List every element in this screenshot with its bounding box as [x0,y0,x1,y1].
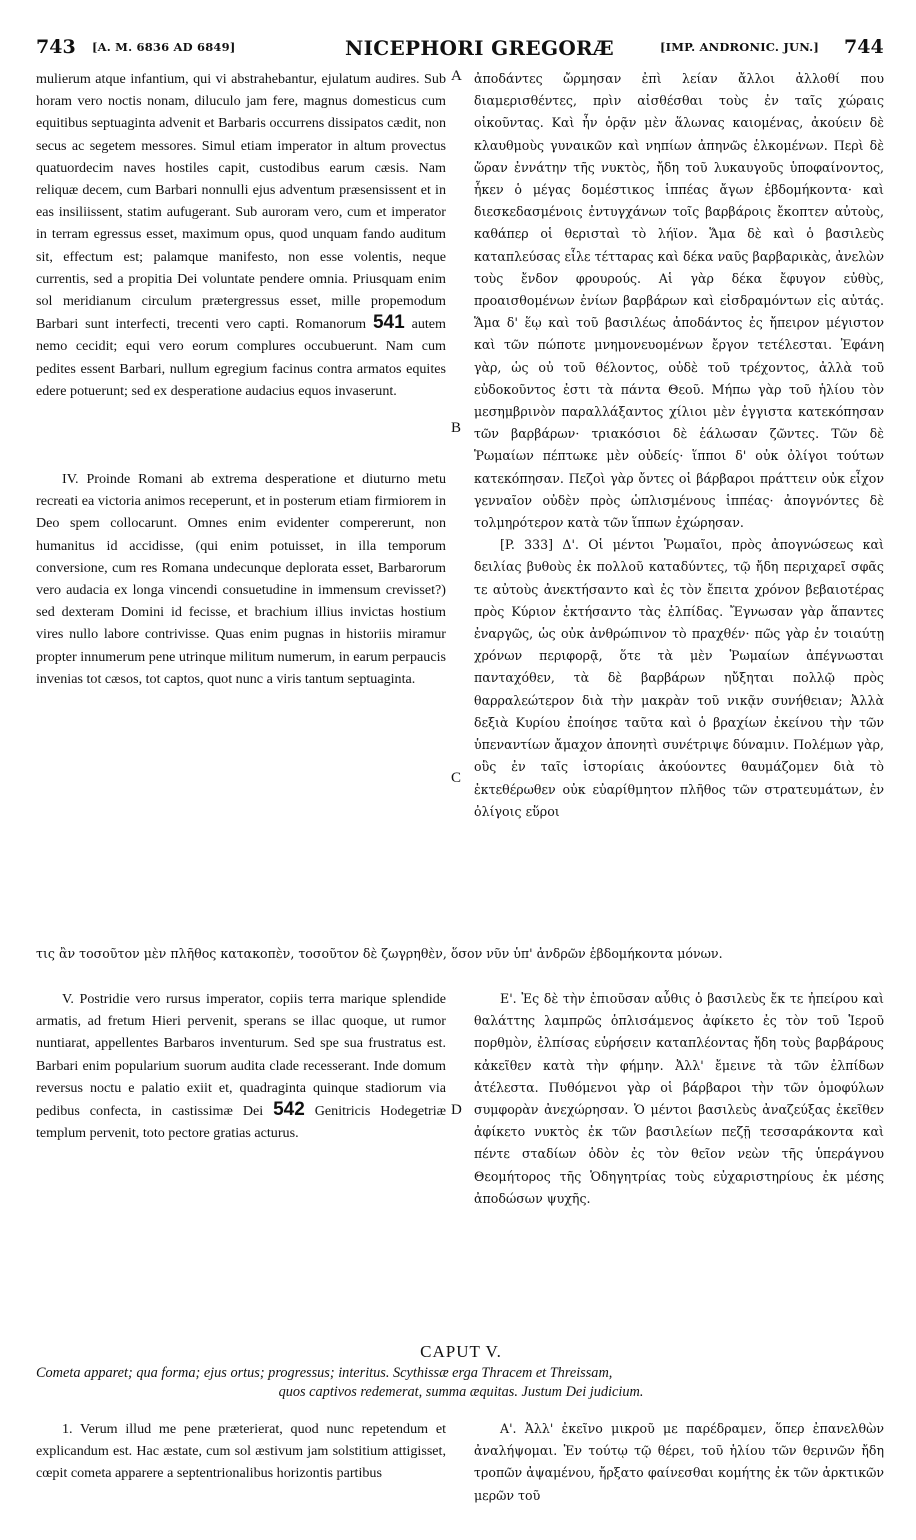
column-number-542: 542 [273,1099,305,1121]
emperor-bracket: [IMP. ANDRONIC. JUN.] [660,40,820,54]
latin-text-1: mulierum atque infantium, qui vi abstrahebantur, ejulatum audires. Sub horam vero noctis nonam, diluculo jam fere, magnus domesticus cum equitibus septuaginta advenit et Barbaris occurrens dissipatos cædit, non secus ac segetem messores. Simul etiam imperator in altum provectus quatuordecim naves hostiles capit, custodibus earum cæsis. Nam reliquæ decem, cum Barbari nonnulli ejus adventum præsensissent et in eas insiliissent, statim aufugerant. Sub auroram vero, cum et imperator in terram egressus esset, maximum opus, quod unquam fando auditum sit, effectum est; palamque manifesto, non esse volentis, neque currentis, sed a propitia Dei voluntate pendere omnia. Priusquam enim sol meridianum circulum prætergressus esset, mille propemodum Barbari sunt interfecti, trecenti vero capti. Romanorum [36,71,446,333]
latin-text-1b: autem nemo cecidit; equi vero eorum complures occubuerunt. Nam cum pedites essent Barbari, nullum egregium facinus contra armatos equites edere potuerunt; sed ex desperatione audacius equos invaserunt. [36,316,447,399]
latin-text-3: V. Postridie vero rursus imperator, copiis terra marique splendide armatis, ad fretum Hieri pervenit, sperans se illac quoque, ut rumor nuntiarat, appellentes Barbaros inventurum. Sed spe sua frustratus est. Barbari enim popularium suorum audita clade recesserant. Inde domum reversus noctu e palatio exiit et, quadraginta quinque stadiorum via pedibus confecta, in castissimæ Dei [36,991,446,1120]
running-title: NICEPHORI GREGORÆ [345,36,614,60]
latin-text-3b: Genitricis Hodegetriæ templum pervenit, toto pectore gratias acturus. [36,1103,447,1142]
latin-paragraph-3 [36,988,446,1144]
margin-letter-a: A [451,68,462,84]
greek-paragraph-4: Α'. Ἀλλ' ἐκεῖνο μικροῦ με παρέδραμεν, ὅπερ ἐπανελθὼν ἀναλήψομαι. Ἐν τούτῳ τῷ θέρει, τοῦ ἡλίου τῶν θερινῶν ἤδη τροπῶν ἀψαμένου, ἤρξατο φαίνεσθαι κομήτης ἐκ τῶν ἀρκτικῶν μερῶν τοῦ [474,1421,884,1503]
chapter-summary-line-2: quos captivos redemerat, summa æquitas. Justum Dei judicium. [278,1383,644,1400]
latin-paragraph-4: 1. Verum illud me pene præterierat, quod nunc repetendum et explicandum est. Hac æstate, cum sol æstivum jam solstitium attigisset, cœpit cometa apparere a septentrionalibus horizontis partibus [36,1421,446,1482]
greek-column-bottom [474,1418,884,1507]
latin-column-bottom [36,1418,446,1485]
spacer [36,402,446,468]
greek-paragraph-1: ἀποδάντες ὤρμησαν ἐπὶ λείαν ἄλλοι ἀλλοθί που διαμερισθέντες, πρὶν αἰσθέσθαι τοὺς ἐν ταῖς χώραις οἰκοῦντας. Καὶ ἦν ὁρᾷν μὲν ἅλωνας καιομένας, ἀκούειν δὲ κλαυθμοὺς γυναικῶν καὶ νηπίων ἀπηνῶς ἑλκομένων. Περὶ δὲ ὥραν ἐννάτην τῆς νυκτὸς, ἤδη τοῦ λυκαυγοῦς ὑποφαίνοντος, ἧκεν ὁ μέγας δομέστικος ἱππέας ἄγων ἑβδομήκοντα· καὶ διεσκεδασμένοις ἐντυγχάνων τοῖς βαρβάροις ἔκοπτεν αὐτοὺς, καθάπερ οἱ θερισταὶ τὸ λήϊον. Ἅμα δὲ καὶ ὁ βασιλεὺς καταπλεύσας εἷλε τέτταρας καὶ δέκα ναῦς βαρβαρικὰς, ἀνελὼν τοὺς ἔνδον φρουρούς. Αἱ γὰρ δέκα ἔφυγον εὐθὺς, προαισθομένων ἐνίων βαρβάρων καὶ εἰσδραμόντων εἰς αὐτάς. Ἅμα δ' ἕῳ καὶ τοῦ βασιλέως ἀποδάντος ἐς ἤπειρον μέγιστον καὶ τῶν πώποτε μνημονευομένων ἔργον τετέλεσται. Ἐφάνη γὰρ, ὡς οὐ τοῦ θέλοντος, οὐδὲ τοῦ τρέχοντος, ἀλλὰ τοῦ εὐδοκοῦντος ἐστι τὰ πάντα Θεοῦ. Μήπω γὰρ τοῦ ἡλίου τὸν μεσημβρινὸν παραλλάξαντος χίλιοι μὲν ἐγγιστα κατεκόπησαν τῶν βαρβάρων· τριακόσιοι δὲ ἑάλωσαν ζῶντες. Τῶν δὲ Ῥωμαίων πέπτωκε μὲν οὐδείς· ἵπποι δ' οὐκ ὀλίγοι τούτων κατεκόπησαν. Πεζοὶ γὰρ ὄντες οἱ βάρβαροι πράττειν οὐκ εἶχον γενναῖον οὐδὲν πρὸς ὡπλισμένους ἱππέας· ἀπογνόντες δὲ τολμηρότερον κατὰ τῶν ἵππων ἐχώρησαν. [474,71,884,531]
latin-column [36,68,446,690]
margin-letter-c: C [451,770,462,786]
year-bracket: [A. M. 6836 AD 6849] [92,40,236,54]
chapter-summary [36,1364,886,1401]
column-number-541: 541 [372,312,405,334]
margin-letter-b: B [451,420,462,436]
right-page-number: 744 [844,36,884,58]
left-page-number: 743 [36,36,76,58]
latin-column-lower [36,988,446,1144]
margin-letter-d: D [451,1102,462,1118]
latin-paragraph-2: IV. Proinde Romani ab extrema desperatione et diuturno metu recreati ea victoria animos receperunt, et in posterum etiam firmiorem in Deo spem collocarunt. Omnes enim evidenter compererunt, non humanitus id accidisse, (qui enim potuisset, in illa temporum conversione, cum res Romana undecunque deplorata esset, Barbarorum vero audacia ex longa vincendi consuetudine in immensum crevisset?) sed dexteram Domini id fecisse, et brachium illius invictas hostium vires nullo labore contrivisse. Quas enim pugnas in historiis miramur propter innumerum pene utrinque militum numerum, in earum perpaucis invenias tot cæsos, tot captos, quot nunc a viris tantum septuaginta. [36,471,446,687]
greek-column [474,68,884,823]
greek-column-lower [474,988,884,1210]
greek-paragraph-3: Ε'. Ἐς δὲ τὴν ἐπιοῦσαν αὖθις ὁ βασιλεὺς ἔκ τε ἠπείρου καὶ θαλάττης λαμπρῶς ὁπλισάμενος ἀφίκετο ἐς τὸν τοῦ Ἱεροῦ πορθμὸν, ἐλπίσας εὑρήσειν καταπλέοντας ἤδη τοὺς βαρβάρους κἀκεῖθεν κατὰ τὴν φήμην. Ἀλλ' ἔμεινε τὰ τῶν ἐλπίδων ἀτέλεστα. Πυθόμενοι γὰρ οἱ βάρβαροι τὴν τῶν ὁμοφύλων συμφορὰν ἀνεχώρησαν. Ὁ μέντοι βασιλεὺς ἀναζεύξας ἐκεῖθεν ἀφίκετο νυκτὸς ἐκ τῶν βασιλείων πεζῇ τεσσαράκοντα καὶ πέντε σταδίων ὁδὸν ἐς τὸν θεῖον νεὼν τῆς ὑπεράγνου Θεομήτορος τῆς Ὁδηγητρίας τοὺς εὐχαριστηρίους ἐκ μέσης ἀποδώσων ψυχῆς. [474,991,884,1206]
greek-paragraph-2: [P. 333] Δ'. Οἱ μέντοι Ῥωμαῖοι, πρὸς ἀπογνώσεως καὶ δειλίας βυθοὺς ἐκ πολλοῦ καταδύντες, τῷ ἤδη περιχαρεῖ σφᾶς τε αὐτοὺς ἀνεκτήσαντο καὶ ἐς τὸν ἔπειτα χρόνον βεβαιοτέρας πρὸς Κύριον ἐκτήσαντο τὰς ἐλπίδας. Ἔγνωσαν γὰρ ἅπαντες ἐναργῶς, ὡς οὐκ ἀνθρώπινον τὸ πραχθέν· πῶς γὰρ ἐν τοιαύτῃ χρόνων περιφορᾷ, ὅτε τὰ μὲν Ῥωμαίων ἀπέγνωσται πανταχόθεν, τὰ δὲ βαρβάρων ηὔξηται πολλῷ πρὸς θαρραλεώτερον διὰ τὴν μακρὰν τοῦ νικᾷν συνήθειαν; Ἀλλὰ δεξιὰ Κυρίου ἐποίησε ταῦτα καὶ ὁ βραχίων ἐκείνου τὴν τῶν ὑπεναντίων ἄμαχον ἀπονητὶ συνέτριψε δύναμιν. Πολέμων γὰρ, οὓς ἐν ταῖς ἱστορίαις ἀκούοντες θαυμάζομεν διὰ τὸ ἐκτεθέρωθεν οὐκ εὐαρίθμητον πλῆθος τῶν στρατευμάτων, ἐν ὀλίγοις εὕροι [474,537,884,819]
chapter-heading: CAPUT V. [420,1342,502,1361]
latin-paragraph-1 [36,68,446,402]
greek-overflow-line: τις ἂν τοσοῦτον μὲν πλῆθος κατακοπὲν, τοσοῦτον δὲ ζωγρηθὲν, ὅσον νῦν ὑπ' ἀνδρῶν ἑβδομήκοντα μόνων. [36,946,723,961]
chapter-summary-line-1: Cometa apparet; qua forma; ejus ortus; progressus; interitus. Scythissæ erga Thracem et Threissam, [36,1365,613,1381]
